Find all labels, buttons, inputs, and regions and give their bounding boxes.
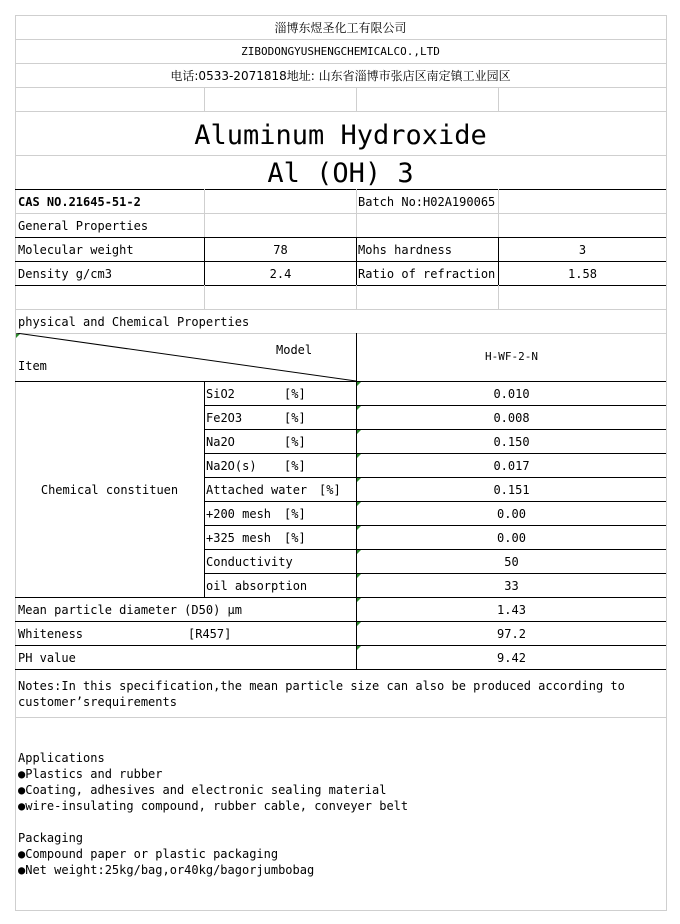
header-item: Item — [18, 359, 47, 373]
cell-marker-icon — [357, 478, 361, 482]
grid-line — [204, 453, 666, 454]
chemical-group-label: Chemical constituen — [40, 483, 179, 497]
diagonal-header-line — [16, 333, 356, 381]
product-formula: Al (OH) 3 — [267, 158, 414, 189]
property-label: Molecular weight — [18, 243, 134, 257]
extra-value: 1.43 — [497, 603, 526, 617]
application-item: ●Plastics and rubber — [18, 767, 163, 781]
grid-line — [204, 477, 666, 478]
physical-properties-label: physical and Chemical Properties — [18, 315, 250, 329]
chem-item-value: 0.017 — [493, 459, 530, 473]
applications-heading: Applications — [18, 751, 105, 765]
grid-line — [204, 501, 666, 502]
grid-line — [15, 621, 666, 622]
grid-line — [15, 63, 666, 64]
company-name-en: ZIBODONGYUSHENGCHEMICALCO.,LTD — [241, 45, 440, 58]
grid-line — [15, 261, 666, 262]
grid-line — [15, 381, 666, 382]
cell-marker-icon — [357, 574, 361, 578]
property-label: Ratio of refraction — [358, 267, 496, 281]
packaging-item: ●Net weight:25kg/bag,or40kg/bagorjumbobag — [18, 863, 315, 877]
grid-line — [498, 87, 499, 111]
packaging-item: ●Compound paper or plastic packaging — [18, 847, 279, 861]
grid-line — [15, 309, 666, 310]
property-value: 3 — [578, 243, 587, 257]
cell-marker-icon — [357, 382, 361, 386]
extra-label: PH value — [18, 651, 76, 665]
grid-line — [356, 87, 357, 111]
chem-item-value: 0.00 — [497, 507, 526, 521]
grid-line — [204, 429, 666, 430]
chem-item-unit: [%] — [284, 507, 306, 521]
cell-marker-icon — [16, 334, 20, 338]
grid-line — [15, 237, 666, 238]
chem-item-name: Conductivity — [206, 555, 293, 569]
cell-marker-icon — [357, 526, 361, 530]
notes-line: customer’srequirements — [18, 695, 177, 709]
grid-line — [15, 111, 666, 112]
chem-item-name: Na2O(s) — [206, 459, 257, 473]
extra-value: 97.2 — [497, 627, 526, 641]
property-label: Mohs hardness — [358, 243, 452, 257]
extra-label: Whiteness — [18, 627, 84, 641]
cell-marker-icon — [357, 646, 361, 650]
chem-item-value: 33 — [504, 579, 519, 593]
grid-line — [15, 155, 666, 156]
chem-item-unit: [%] — [284, 387, 306, 401]
product-name: Aluminum Hydroxide — [194, 120, 487, 151]
grid-line — [15, 39, 666, 40]
grid-line — [204, 189, 205, 237]
grid-line — [204, 549, 666, 550]
property-value: 1.58 — [568, 267, 597, 281]
chem-item-name: oil absorption — [206, 579, 308, 593]
chem-item-value: 0.151 — [493, 483, 530, 497]
model-name: H-WF-2-N — [485, 350, 538, 363]
cell-marker-icon — [357, 502, 361, 506]
grid-line — [15, 717, 666, 718]
batch-number: Batch No:H02A190065 — [358, 195, 496, 209]
grid-line — [498, 285, 499, 309]
extra-value: 9.42 — [497, 651, 526, 665]
packaging-heading: Packaging — [18, 831, 84, 845]
grid-line — [204, 87, 205, 111]
chem-item-name: Na2O — [206, 435, 235, 449]
grid-line — [204, 381, 205, 597]
property-value: 78 — [273, 243, 288, 257]
extra-unit: [R457] — [188, 627, 232, 641]
grid-line — [15, 87, 666, 88]
cell-marker-icon — [357, 406, 361, 410]
general-properties-label: General Properties — [18, 219, 149, 233]
grid-line — [15, 213, 666, 214]
extra-label: Mean particle diameter (D50) μm — [18, 603, 242, 617]
application-item: ●Coating, adhesives and electronic sealing material — [18, 783, 387, 797]
chem-item-name: SiO2 — [206, 387, 235, 401]
cell-marker-icon — [357, 430, 361, 434]
grid-line — [15, 597, 666, 598]
grid-line — [204, 525, 666, 526]
grid-line — [15, 645, 666, 646]
cas-number: CAS NO.21645-51-2 — [18, 195, 141, 209]
chem-item-unit: [%] — [284, 435, 306, 449]
chem-item-value: 0.00 — [497, 531, 526, 545]
cell-marker-icon — [357, 598, 361, 602]
grid-line — [15, 285, 666, 286]
chem-item-value: 0.008 — [493, 411, 530, 425]
chem-item-unit: [%] — [319, 483, 341, 497]
grid-line — [356, 285, 357, 309]
application-item: ●wire-insulating compound, rubber cable, conveyer belt — [18, 799, 409, 813]
chem-item-unit: [%] — [284, 459, 306, 473]
grid-line — [204, 285, 205, 309]
grid-line — [356, 237, 357, 285]
property-value: 2.4 — [269, 267, 292, 281]
grid-line — [204, 573, 666, 574]
chem-item-name: Attached water — [206, 483, 308, 497]
chem-item-unit: [%] — [284, 531, 306, 545]
company-name-cn: 淄博东煜圣化工有限公司 — [274, 21, 407, 35]
chem-item-value: 50 — [504, 555, 519, 569]
grid-line — [15, 669, 666, 670]
grid-line — [356, 189, 357, 237]
chem-item-name: +325 mesh — [206, 531, 272, 545]
chem-item-unit: [%] — [284, 411, 306, 425]
chem-item-name: Fe2O3 — [206, 411, 243, 425]
cell-marker-icon — [357, 454, 361, 458]
property-label: Density g/cm3 — [18, 267, 112, 281]
header-model: Model — [276, 343, 313, 357]
cell-marker-icon — [357, 622, 361, 626]
chem-item-value: 0.150 — [493, 435, 530, 449]
grid-line — [204, 405, 666, 406]
cell-marker-icon — [357, 550, 361, 554]
grid-line — [498, 189, 499, 237]
chem-item-name: +200 mesh — [206, 507, 272, 521]
notes-line: Notes:In this specification,the mean particle size can also be produced according to — [18, 679, 625, 693]
chem-item-value: 0.010 — [493, 387, 530, 401]
company-contact: 电话:0533-2071818地址: 山东省淄博市张店区南定镇工业园区 — [170, 69, 511, 83]
